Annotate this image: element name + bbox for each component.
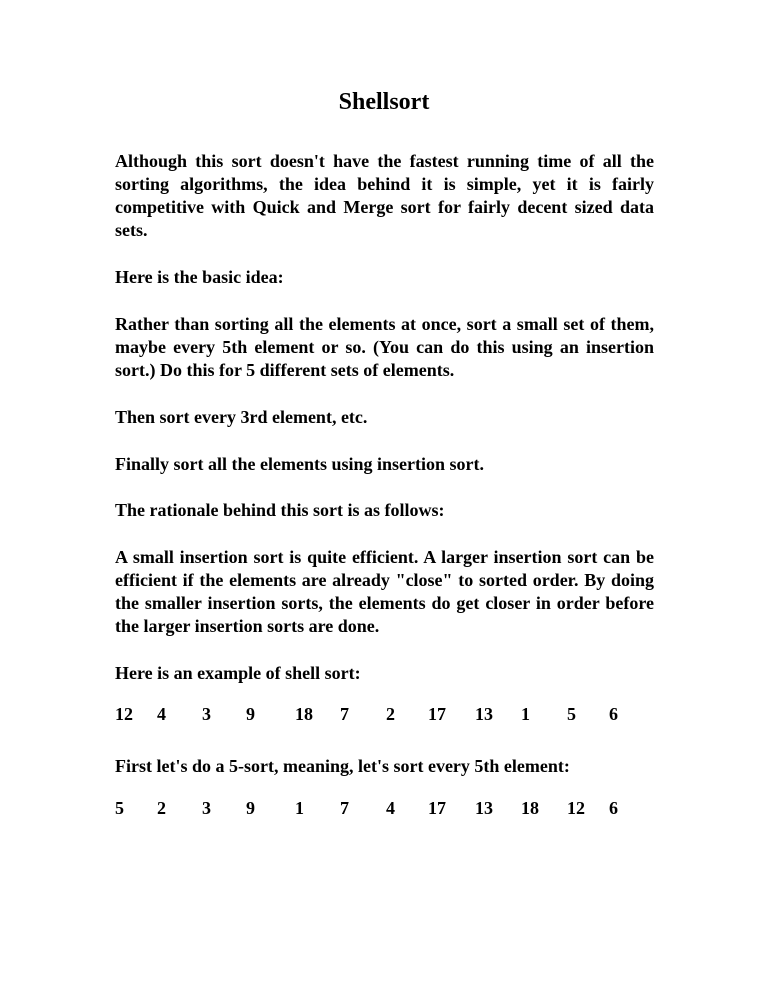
original-sequence [115, 702, 654, 726]
intro-paragraph: Although this sort doesn't have the fastest running time of all the sorting algorithms, the idea behind it is simple, yet it is fairly competitive with Quick and Merge sort for fairly decent sized data sets. [115, 151, 654, 240]
sequence-value: 5 [567, 704, 576, 724]
example-heading: Here is an example of shell sort: [115, 663, 361, 683]
sequence-value: 17 [428, 798, 446, 818]
sequence-value: 3 [202, 798, 211, 818]
sequence-value: 2 [386, 704, 395, 724]
sequence-value: 4 [157, 704, 166, 724]
sequence-value: 18 [295, 704, 313, 724]
sequence-value: 1 [521, 704, 530, 724]
sequence-value: 6 [609, 704, 618, 724]
sequence-value: 3 [202, 704, 211, 724]
five-sort-heading: First let's do a 5-sort, meaning, let's sort every 5th element: [115, 756, 570, 776]
sequence-value: 12 [115, 704, 133, 724]
sequence-value: 13 [475, 704, 493, 724]
sequence-value: 7 [340, 798, 349, 818]
sequence-value: 7 [340, 704, 349, 724]
rationale-paragraph: A small insertion sort is quite efficient. A larger insertion sort can be efficient if the elements are already "close" to sorted order. By doing the smaller insertion sorts, the elements do get closer in order before the larger insertion sorts are done. [115, 547, 654, 636]
sequence-value: 9 [246, 704, 255, 724]
sequence-value: 2 [157, 798, 166, 818]
sequence-value: 9 [246, 798, 255, 818]
sequence-value: 4 [386, 798, 395, 818]
five-sorted-sequence [115, 796, 654, 820]
sequence-value: 5 [115, 798, 124, 818]
sequence-value: 17 [428, 704, 446, 724]
sequence-value: 13 [475, 798, 493, 818]
sequence-value: 18 [521, 798, 539, 818]
basic-idea-heading: Here is the basic idea: [115, 267, 284, 287]
step1-paragraph: Rather than sorting all the elements at once, sort a small set of them, maybe every 5th element or so. (You can do this using an insertion sort.) Do this for 5 different sets of elements. [115, 314, 654, 380]
sequence-value: 1 [295, 798, 304, 818]
step2-paragraph: Then sort every 3rd element, etc. [115, 407, 368, 427]
sequence-value: 12 [567, 798, 585, 818]
sequence-value: 6 [609, 798, 618, 818]
rationale-heading: The rationale behind this sort is as follows: [115, 500, 445, 520]
page-title: Shellsort [338, 89, 430, 115]
step3-paragraph: Finally sort all the elements using insertion sort. [115, 454, 484, 474]
